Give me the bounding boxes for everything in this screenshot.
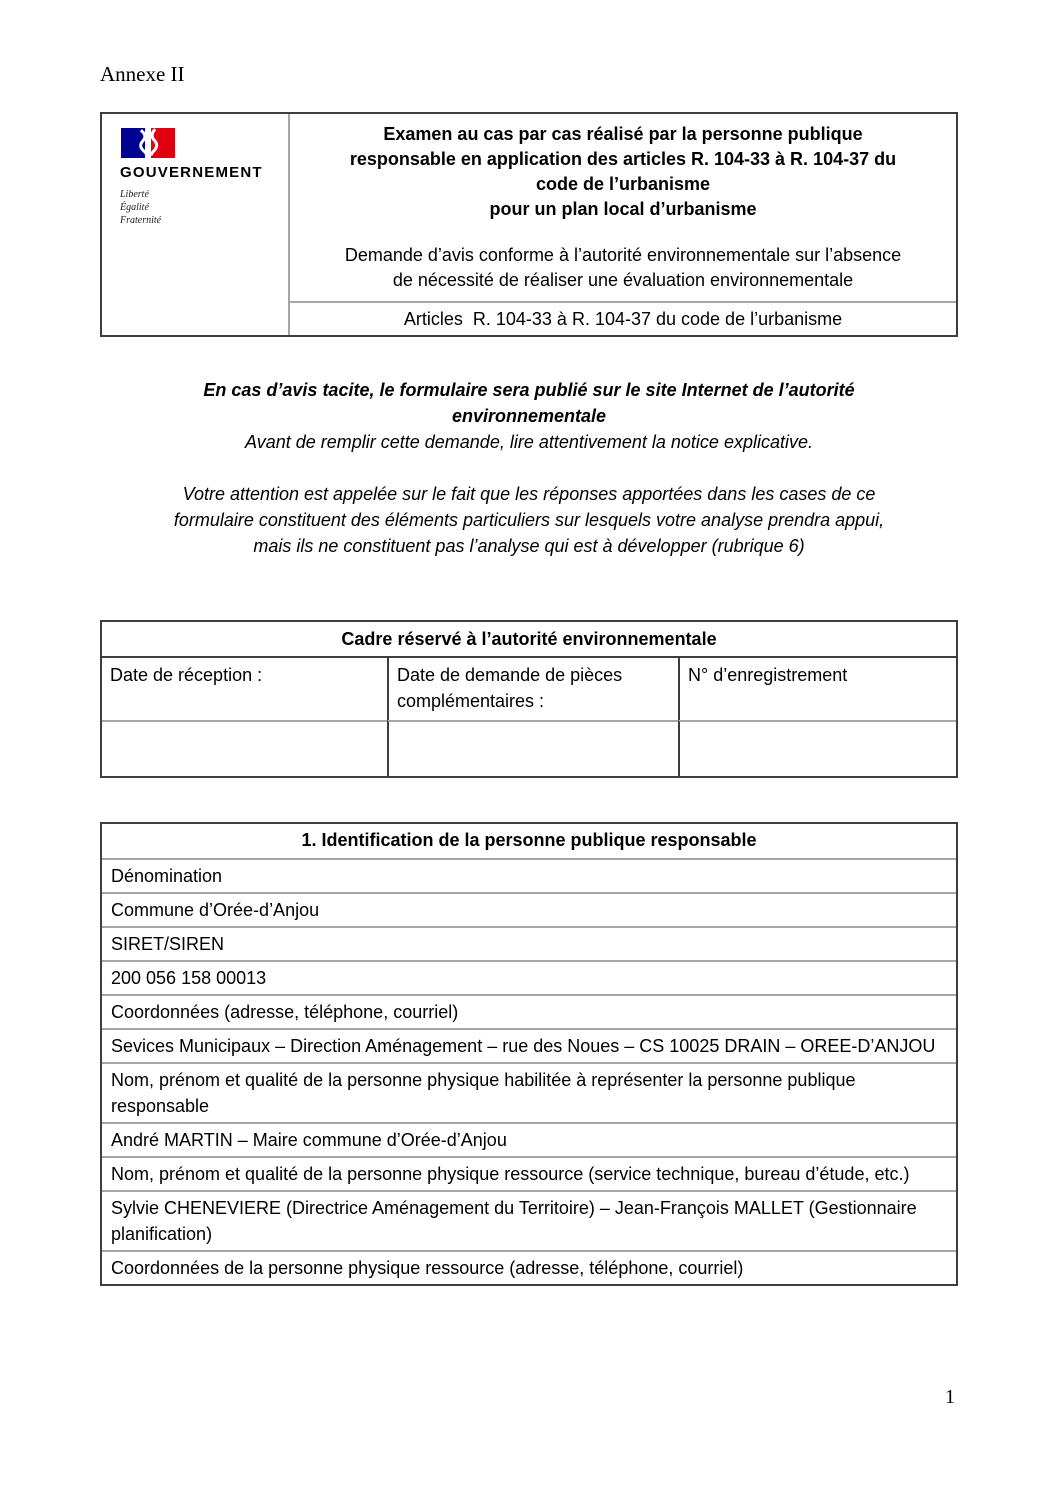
motto-line: Égalité [120, 202, 149, 213]
reserved-frame-table [100, 620, 958, 778]
registration-number-label: N° d’enregistrement [678, 658, 956, 720]
reserved-frame-grid [102, 658, 956, 776]
header-main-cell [290, 114, 956, 301]
table-row-coordinates-value: Sevices Municipaux – Direction Aménagement – rue des Noues – CS 10025 DRAIN – OREE-D’ANJOU [102, 1028, 956, 1062]
table-row-denomination-value: Commune d’Orée-d’Anjou [102, 892, 956, 926]
french-flag-icon [120, 128, 176, 158]
government-wordmark: GOUVERNEMENT [120, 164, 263, 181]
notice-line: formulaire constituent des éléments particuliers sur lesquels votre analyse prendra appui, [173, 510, 885, 530]
notice-line: environnementale [451, 406, 607, 426]
notice-line: Votre attention est appelée sur le fait que les réponses apportées dans les cases de ce [182, 484, 876, 504]
spacer [100, 455, 958, 481]
table-row-resource-coordinates-label: Coordonnées de la personne physique ressource (adresse, téléphone, courriel) [102, 1250, 956, 1284]
subtitle-line: de nécessité de réaliser une évaluation environnementale [392, 270, 854, 290]
tacit-notice [100, 377, 958, 429]
notice-block [100, 377, 958, 559]
read-notice: Avant de remplir cette demande, lire attentivement la notice explicative. [245, 432, 813, 452]
reception-date-label: Date de réception : [110, 665, 263, 685]
document-subtitle [296, 243, 950, 293]
table-row-siret-label: SIRET/SIREN [102, 926, 956, 960]
document-title [296, 122, 950, 222]
table-row-resource-person-value: Sylvie CHENEVIERE (Directrice Aménagement du Territoire) – Jean-François MALLET (Gestionnaire planification) [102, 1190, 956, 1250]
complementary-pieces-date-label: Date de demande de pièces complémentaires : [387, 658, 678, 720]
table-row-coordinates-label: Coordonnées (adresse, téléphone, courriel) [102, 994, 956, 1028]
government-motto [120, 188, 288, 227]
page-number: 1 [945, 1386, 955, 1408]
title-line: pour un plan local d’urbanisme [489, 199, 757, 219]
subtitle-line: Demande d’avis conforme à l’autorité environnementale sur l’absence [344, 245, 902, 265]
articles-reference: Articles R. 104-33 à R. 104-37 du code de l’urbanisme [290, 301, 956, 335]
government-logo [102, 114, 290, 335]
header-text-cell [290, 114, 956, 335]
complementary-pieces-date-value-cell [387, 720, 678, 776]
title-line: responsable en application des articles R. 104-33 à R. 104-37 du [349, 149, 897, 169]
motto-line: Liberté [120, 189, 149, 200]
motto-line: Fraternité [120, 215, 162, 226]
notice-line: mais ils ne constituent pas l’analyse qui est à développer (rubrique 6) [253, 536, 805, 556]
table-row-representative-value: André MARTIN – Maire commune d’Orée-d’Anjou [102, 1122, 956, 1156]
attention-notice [100, 481, 958, 559]
header-table [100, 112, 958, 337]
reserved-frame-title: Cadre réservé à l’autorité environnementale [102, 622, 956, 658]
title-line: Examen au cas par cas réalisé par la personne publique [383, 124, 863, 144]
table-row-representative-label: Nom, prénom et qualité de la personne physique habilitée à représenter la personne publique responsable [102, 1062, 956, 1122]
identification-table [100, 822, 958, 1286]
title-line: code de l’urbanisme [535, 174, 711, 194]
table-row-denomination-label: Dénomination [102, 858, 956, 892]
table-row-siret-value: 200 056 158 00013 [102, 960, 956, 994]
annex-label: Annexe II [100, 62, 185, 86]
notice-line: En cas d’avis tacite, le formulaire sera publié sur le site Internet de l’autorité [203, 380, 855, 400]
table-row-resource-person-label: Nom, prénom et qualité de la personne physique ressource (service technique, bureau d’étude, etc.) [102, 1156, 956, 1190]
reception-date-value-cell [102, 720, 387, 776]
registration-number-value-cell [678, 720, 956, 776]
section1-title: 1. Identification de la personne publique responsable [301, 830, 757, 850]
